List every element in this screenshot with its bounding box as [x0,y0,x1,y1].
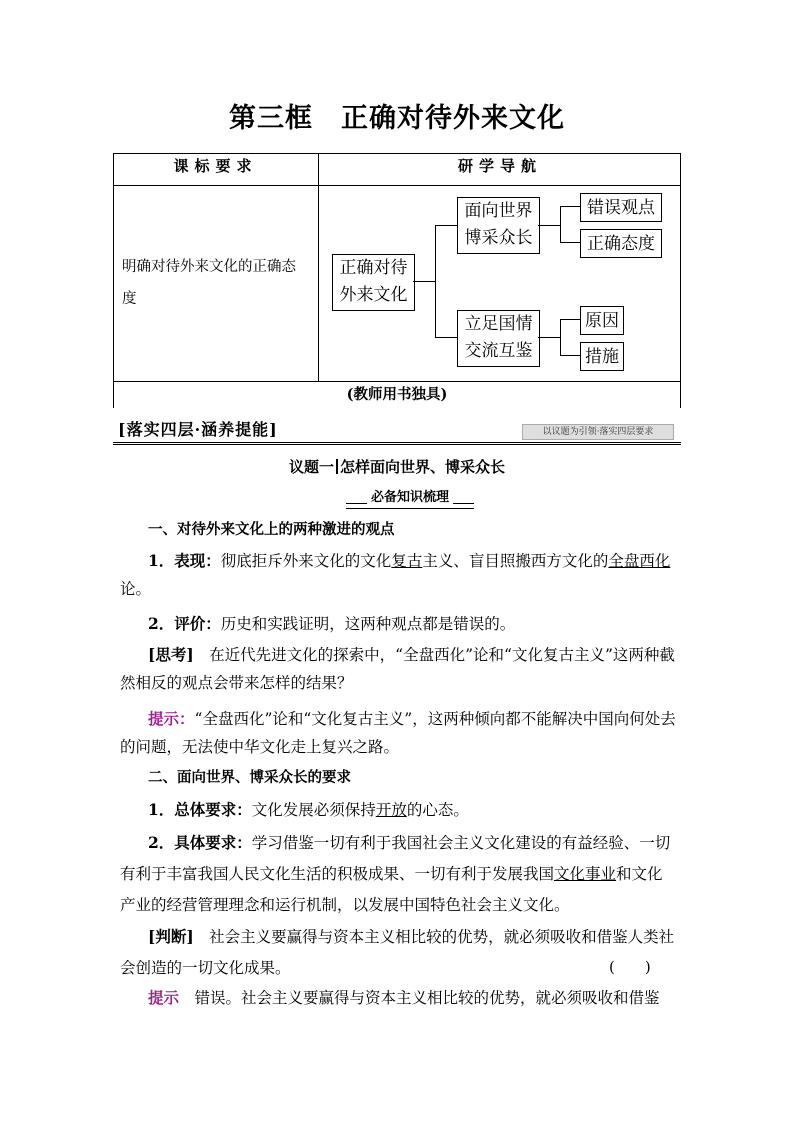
topic-heading: 议题一 怎样面向世界、博采众长 [288,458,506,476]
section1-point2: 2．评价：历史和实践证明，这两种观点都是错误的。 [148,614,516,633]
judge-blank: ( ) [609,958,651,976]
diagram-branch-2: 立足国情 交流互鉴 [457,310,540,367]
think-question: [思考] 在近代先进文化的探索中，“全盘西化”论和“文化复古主义”这两种截然相反的观点会带来怎样的结果？ [120,645,675,692]
table-header-standard: 课标要求 [173,157,258,175]
section1-heading: 一、对待外来文化上的两种激进的观点 [148,521,395,538]
section1-point1: 1．表现：彻底拒斥外来文化的文化复古主义、盲目照搬西方文化的全盘西化论。 [120,551,671,598]
think-hint: 提示：“全盘西化”论和“文化复古主义”，这两种倾向都不能解决中国向何处去的问题，无法使中华文化走上复兴之路。 [120,709,676,756]
section2-heading: 二、面向世界、博采众长的要求 [148,769,351,786]
diagram-root: 正确对待 外来文化 [332,254,415,311]
diagram-leaf-measure: 措施 [580,342,624,371]
section2-point2: 2．具体要求：学习借鉴一切有利于我国社会主义文化建设的有益经验、一切有利于丰富我国人民文化生活的积极成果、一切有利于发展我国文化事业和文化产业的经营管理理念和运行机制，以发展中国特色社会主义文化。 [120,833,671,914]
table-header-guide: 研学导航 [457,157,542,175]
diagram-branch-1: 面向世界 博采众长 [457,197,540,254]
section-banner: [落实四层·涵养提能] [118,420,278,439]
diagram-leaf-wrong-view: 错误观点 [580,193,662,222]
banner-rule [113,442,681,445]
banner-tag: 以议题为引领·落实四层要求 [522,424,674,440]
teacher-note: (教师用书独具) [346,386,448,403]
page-title: 第三框 正确对待外来文化 [229,103,565,134]
curriculum-requirement: 明确对待外来文化的正确态度 [122,259,296,307]
diagram-leaf-right-attitude: 正确态度 [580,229,662,258]
judge-question: [判断] 社会主义要赢得与资本主义相比较的优势，就必须吸收和借鉴人类社会创造的一切文化成果。 [120,927,675,977]
judge-hint: 提示 错误。社会主义要赢得与资本主义相比较的优势，就必须吸收和借鉴 [148,988,660,1007]
diagram-leaf-reason: 原因 [580,306,624,335]
knowledge-label: 必备知识梳理 [346,490,474,506]
section2-point1: 1．总体要求：文化发展必须保持开放的心态。 [148,800,469,819]
